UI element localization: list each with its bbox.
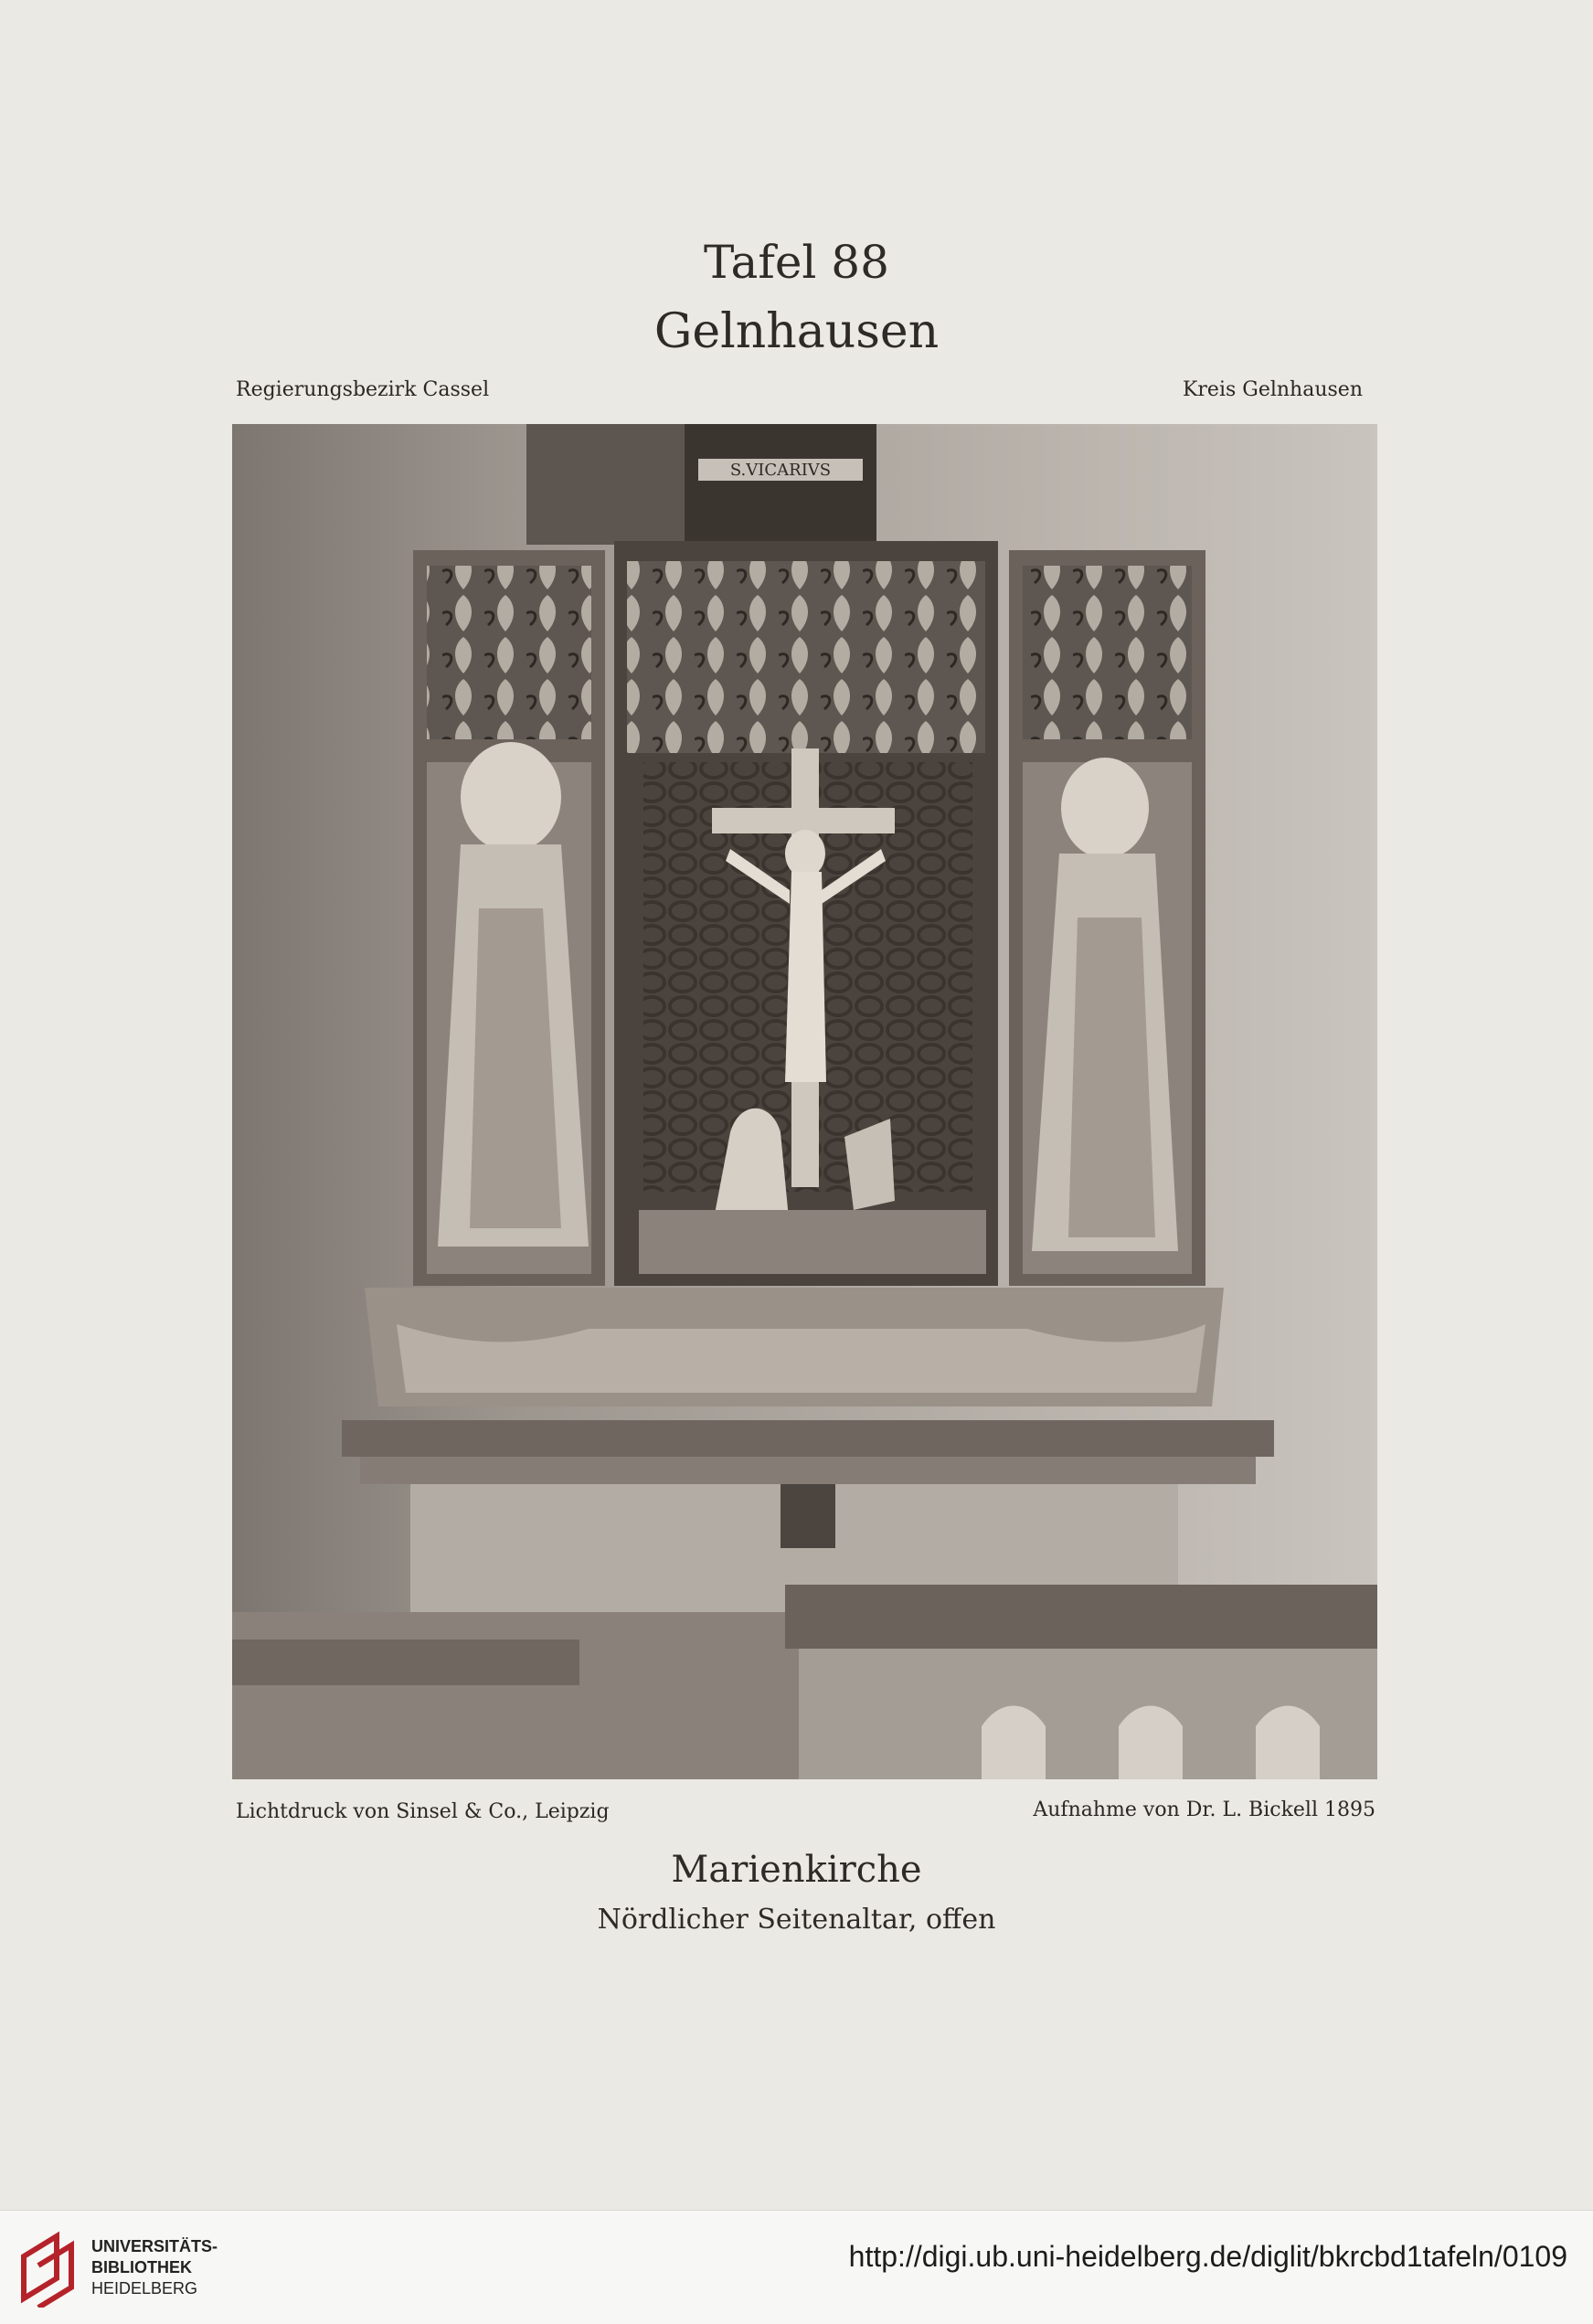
library-name-line3: HEIDELBERG (91, 2279, 198, 2297)
library-name (91, 2236, 218, 2299)
printer-credit: Lichtdruck von Sinsel & Co., Leipzig (236, 1800, 610, 1823)
permalink-url[interactable]: http://digi.ub.uni-heidelberg.de/diglit/bkrcbd1tafeln/0109 (848, 2240, 1567, 2273)
library-footer (0, 2210, 1593, 2324)
plate-number: Tafel 88 (704, 236, 889, 289)
caption-title: Marienkirche (671, 1849, 922, 1891)
altar-photo-illustration (232, 424, 1377, 1779)
altar-photograph (232, 424, 1377, 1779)
university-library-logo-icon (16, 2229, 84, 2308)
caption-subtitle: Nördlicher Seitenaltar, offen (597, 1904, 996, 1936)
library-name-line1: UNIVERSITÄTS- (91, 2237, 218, 2255)
photographer-credit: Aufnahme von Dr. L. Bickell 1895 (1033, 1799, 1375, 1821)
library-name-line2: BIBLIOTHEK (91, 2258, 192, 2276)
district-left: Regierungsbezirk Cassel (236, 378, 490, 401)
district-right: Kreis Gelnhausen (1182, 378, 1363, 401)
plate-place: Gelnhausen (653, 304, 940, 359)
window-inscription: S.VICARIVS (729, 461, 832, 480)
